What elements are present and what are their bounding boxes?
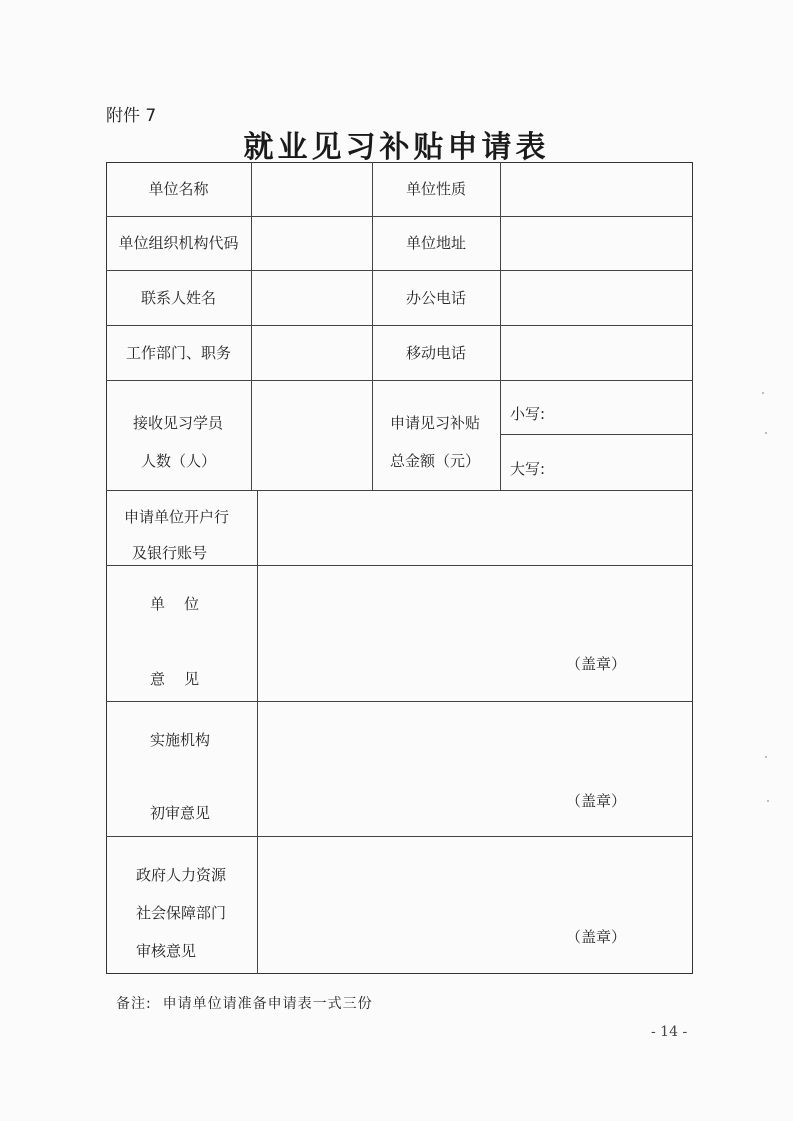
- form-title: 就业见习补贴申请表: [243, 130, 550, 165]
- label-trainee-count-line2: 人数（人）: [141, 452, 217, 470]
- col-divider: [251, 162, 252, 490]
- label-impl-line2: 初审意见: [150, 804, 211, 822]
- label-unit-name: 单位名称: [148, 180, 209, 198]
- label-unit-address: 单位地址: [405, 234, 466, 252]
- label-trainee-count-line1: 接收见习学员: [133, 414, 224, 432]
- label-amount-uppercase: 大写:: [510, 460, 546, 478]
- scan-speck: [762, 392, 764, 394]
- seal-unit: （盖章）: [566, 655, 627, 673]
- label-amount-lowercase: 小写:: [510, 405, 546, 423]
- footnote: 备注: 申请单位请准备申请表一式三份: [116, 996, 373, 1012]
- seal-gov: （盖章）: [566, 928, 627, 946]
- label-subsidy-total-line1: 申请见习补贴: [390, 414, 481, 432]
- label-subsidy-total-line2: 总金额（元）: [390, 452, 481, 470]
- label-office-phone: 办公电话: [405, 288, 466, 307]
- page-number: - 14 -: [651, 1024, 688, 1040]
- label-org-code: 单位组织机构代码: [118, 234, 239, 252]
- row-divider: [500, 434, 693, 435]
- row-divider: [106, 836, 693, 837]
- scan-speck: [765, 756, 767, 758]
- attachment-label: 附件 7: [106, 106, 157, 126]
- label-contact-name: 联系人姓名: [140, 288, 216, 307]
- row-divider: [106, 380, 693, 381]
- label-gov-line2: 社会保障部门: [136, 904, 227, 922]
- col-divider: [500, 162, 501, 490]
- label-dept-position: 工作部门、职务: [125, 343, 231, 362]
- label-unit-nature: 单位性质: [405, 180, 466, 198]
- label-mobile-phone: 移动电话: [405, 343, 466, 362]
- label-unit-opinion-line1: 单 位: [150, 595, 200, 613]
- row-divider: [106, 701, 693, 702]
- scan-speck: [765, 432, 767, 434]
- label-bank-line2: 及银行账号: [132, 544, 208, 562]
- seal-impl: （盖章）: [566, 792, 627, 810]
- row-divider: [106, 490, 693, 491]
- row-divider: [106, 565, 693, 566]
- label-gov-line1: 政府人力资源: [136, 866, 227, 884]
- label-gov-line3: 审核意见: [136, 942, 197, 960]
- col-divider: [257, 490, 258, 974]
- scan-speck: [767, 800, 769, 802]
- label-unit-opinion-line2: 意 见: [150, 670, 200, 688]
- label-bank-line1: 申请单位开户行: [124, 508, 230, 526]
- label-impl-line1: 实施机构: [150, 731, 211, 749]
